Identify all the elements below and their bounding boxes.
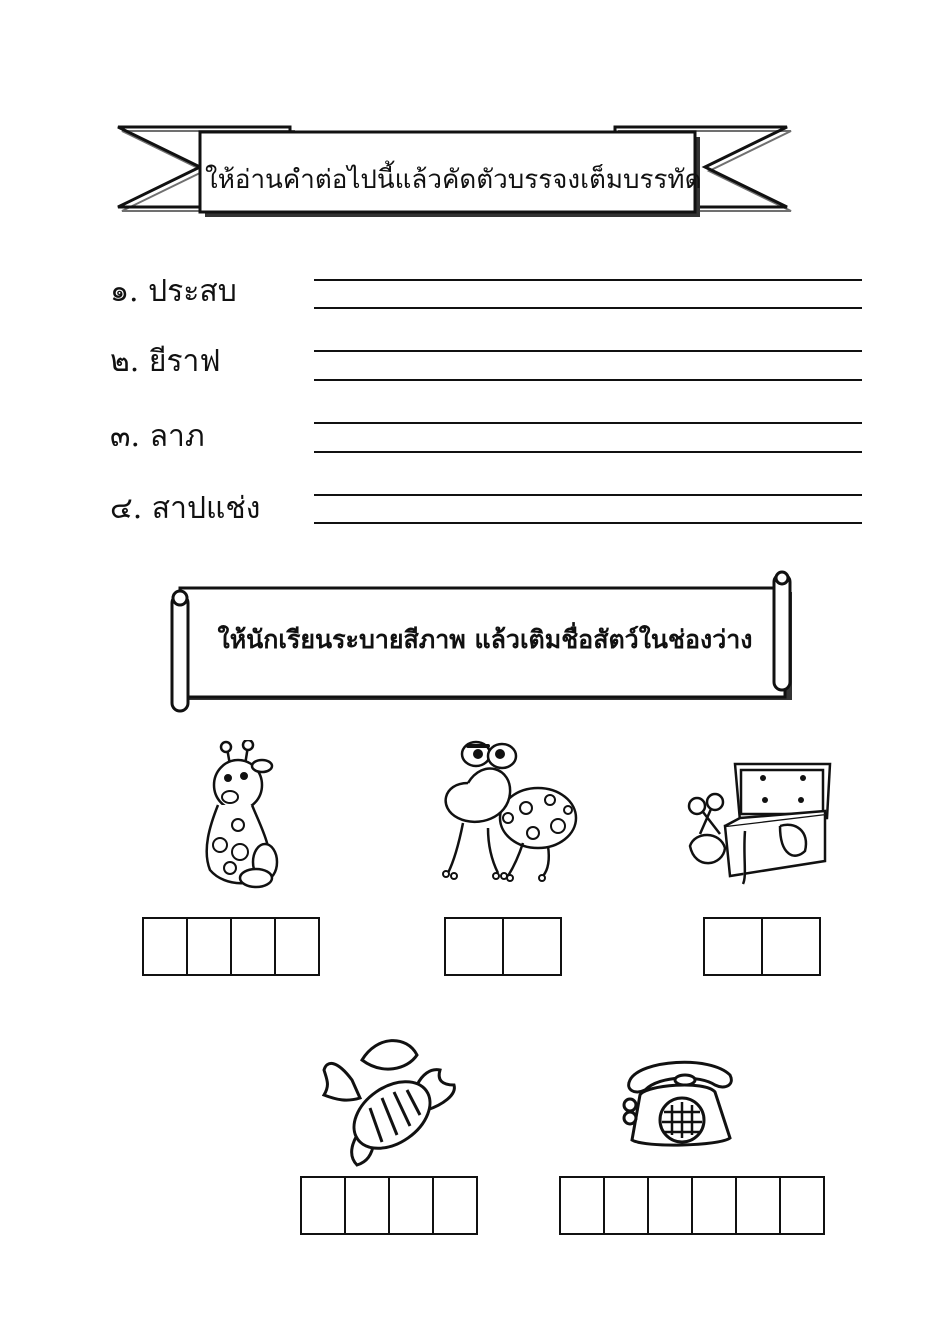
letter-box[interactable] — [559, 1176, 605, 1235]
item-word: ยีราฟ — [148, 344, 221, 379]
letter-box[interactable] — [300, 1176, 346, 1235]
writing-line[interactable] — [314, 422, 862, 424]
answer-boxes[interactable] — [559, 1176, 825, 1235]
word-item-1 — [110, 268, 310, 315]
writing-line[interactable] — [314, 307, 862, 309]
writing-line[interactable] — [314, 350, 862, 352]
item-word: ลาภ — [149, 419, 205, 454]
answer-boxes[interactable] — [444, 917, 562, 976]
item-number: ๔. — [110, 491, 143, 526]
sewing-box-icon — [685, 756, 835, 886]
word-item-4 — [110, 485, 310, 532]
instruction-title: ให้อ่านคำต่อไปนี้แล้วคัดตัวบรรจงเต็มบรรทัด — [205, 165, 702, 195]
item-number: ๓. — [110, 419, 141, 454]
letter-box[interactable] — [647, 1176, 693, 1235]
letter-box[interactable] — [779, 1176, 825, 1235]
letter-box[interactable] — [691, 1176, 737, 1235]
answer-boxes[interactable] — [703, 917, 821, 976]
word-item-3 — [110, 413, 310, 460]
letter-box[interactable] — [344, 1176, 390, 1235]
writing-line[interactable] — [314, 379, 862, 381]
letter-box[interactable] — [186, 917, 232, 976]
writing-line[interactable] — [314, 494, 862, 496]
letter-box[interactable] — [432, 1176, 478, 1235]
letter-box[interactable] — [703, 917, 763, 976]
item-number: ๒. — [110, 344, 140, 379]
letter-box[interactable] — [761, 917, 821, 976]
item-word: ประสบ — [148, 274, 237, 309]
letter-box[interactable] — [603, 1176, 649, 1235]
writing-line[interactable] — [314, 522, 862, 524]
letter-box[interactable] — [230, 917, 276, 976]
giraffe-icon — [190, 740, 285, 890]
candy-icon — [322, 1030, 462, 1170]
letter-box[interactable] — [735, 1176, 781, 1235]
instruction-title-2: ให้นักเรียนระบายสีภาพ แล้วเติมชื่อสัตว์ในช่องว่าง — [217, 625, 753, 654]
writing-line[interactable] — [314, 451, 862, 453]
item-number: ๑. — [110, 274, 139, 309]
word-item-2 — [110, 338, 310, 385]
letter-box[interactable] — [142, 917, 188, 976]
telephone-icon — [620, 1050, 740, 1150]
writing-line[interactable] — [314, 279, 862, 281]
answer-boxes[interactable] — [142, 917, 320, 976]
letter-box[interactable] — [502, 917, 562, 976]
letter-box[interactable] — [274, 917, 320, 976]
answer-boxes[interactable] — [300, 1176, 478, 1235]
ribbon-banner — [0, 0, 951, 260]
letter-box[interactable] — [388, 1176, 434, 1235]
letter-box[interactable] — [444, 917, 504, 976]
item-word: สาปแช่ง — [151, 491, 261, 526]
frog-icon — [438, 738, 583, 883]
